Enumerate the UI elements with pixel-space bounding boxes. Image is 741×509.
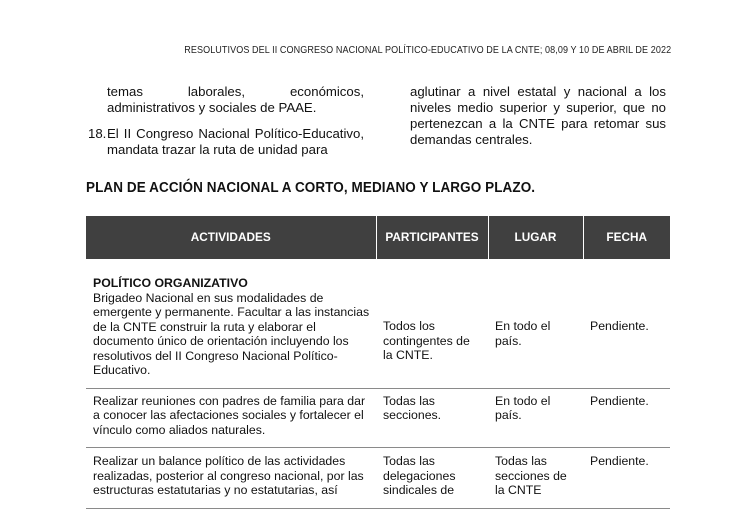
column-header-date: FECHA [583, 216, 670, 259]
column-header-participants: PARTICIPANTES [376, 216, 488, 259]
running-header: RESOLUTIVOS DEL II CONGRESO NACIONAL POLÍTICO-EDUCATIVO DE LA CNTE; 08,09 Y 10 DE ABRIL DE 2022 [184, 44, 671, 56]
list-item-18 [88, 126, 364, 158]
participants-cell: Todos los contingentes de la CNTE. [376, 259, 488, 388]
place-cell: En todo el país. [488, 259, 583, 388]
plan-title: PLAN DE ACCIÓN NACIONAL A CORTO, MEDIANO Y LARGO PLAZO. [86, 180, 536, 196]
activity-section-title: POLÍTICO ORGANIZATIVO [93, 276, 248, 290]
participants-cell: Todas las delegaciones sindicales de [376, 448, 488, 509]
place-cell: En todo el país. [488, 388, 583, 448]
column-header-activities: ACTIVIDADES [86, 216, 376, 259]
table-row [86, 388, 670, 448]
activity-cell: Realizar un balance político de las actividades realizadas, posterior al congreso nacional, por las estructuras estatutarias y no estatutarias, así [86, 448, 376, 509]
activity-cell [86, 259, 376, 388]
left-text-column [88, 84, 364, 158]
column-header-place: LUGAR [488, 216, 583, 259]
action-plan-table [86, 216, 670, 509]
date-cell: Pendiente. [583, 388, 670, 448]
activity-cell: Realizar reuniones con padres de familia para dar a conocer las afectaciones sociales y fortalecer el vínculo como aliados naturales. [86, 388, 376, 448]
participants-cell: Todas las secciones. [376, 388, 488, 448]
item-number: 18. [88, 126, 107, 141]
place-cell: Todas las secciones de la CNTE [488, 448, 583, 509]
right-text-column: aglutinar a nivel estatal y nacional a los niveles medio superior y superior, que no pertenezcan a la CNTE para retomar sus demandas centrales. [410, 84, 666, 147]
table-row [86, 448, 670, 509]
date-cell: Pendiente. [583, 259, 670, 388]
date-cell: Pendiente. [583, 448, 670, 509]
activity-text: Brigadeo Nacional en sus modalidades de emergente y permanente. Facultar a las instancias de la CNTE construir la ruta y elaborar el documento único de orientación incluyendo los resolutivos del II Congreso Nacional Político-Educativo. [93, 290, 370, 377]
table-row [86, 259, 670, 388]
item-text: El II Congreso Nacional Político-Educativo, mandata trazar la ruta de unidad para [107, 126, 364, 157]
table-header-row [86, 216, 670, 259]
continued-item-text: temas laborales, económicos, administrativos y sociales de PAAE. [107, 84, 364, 115]
